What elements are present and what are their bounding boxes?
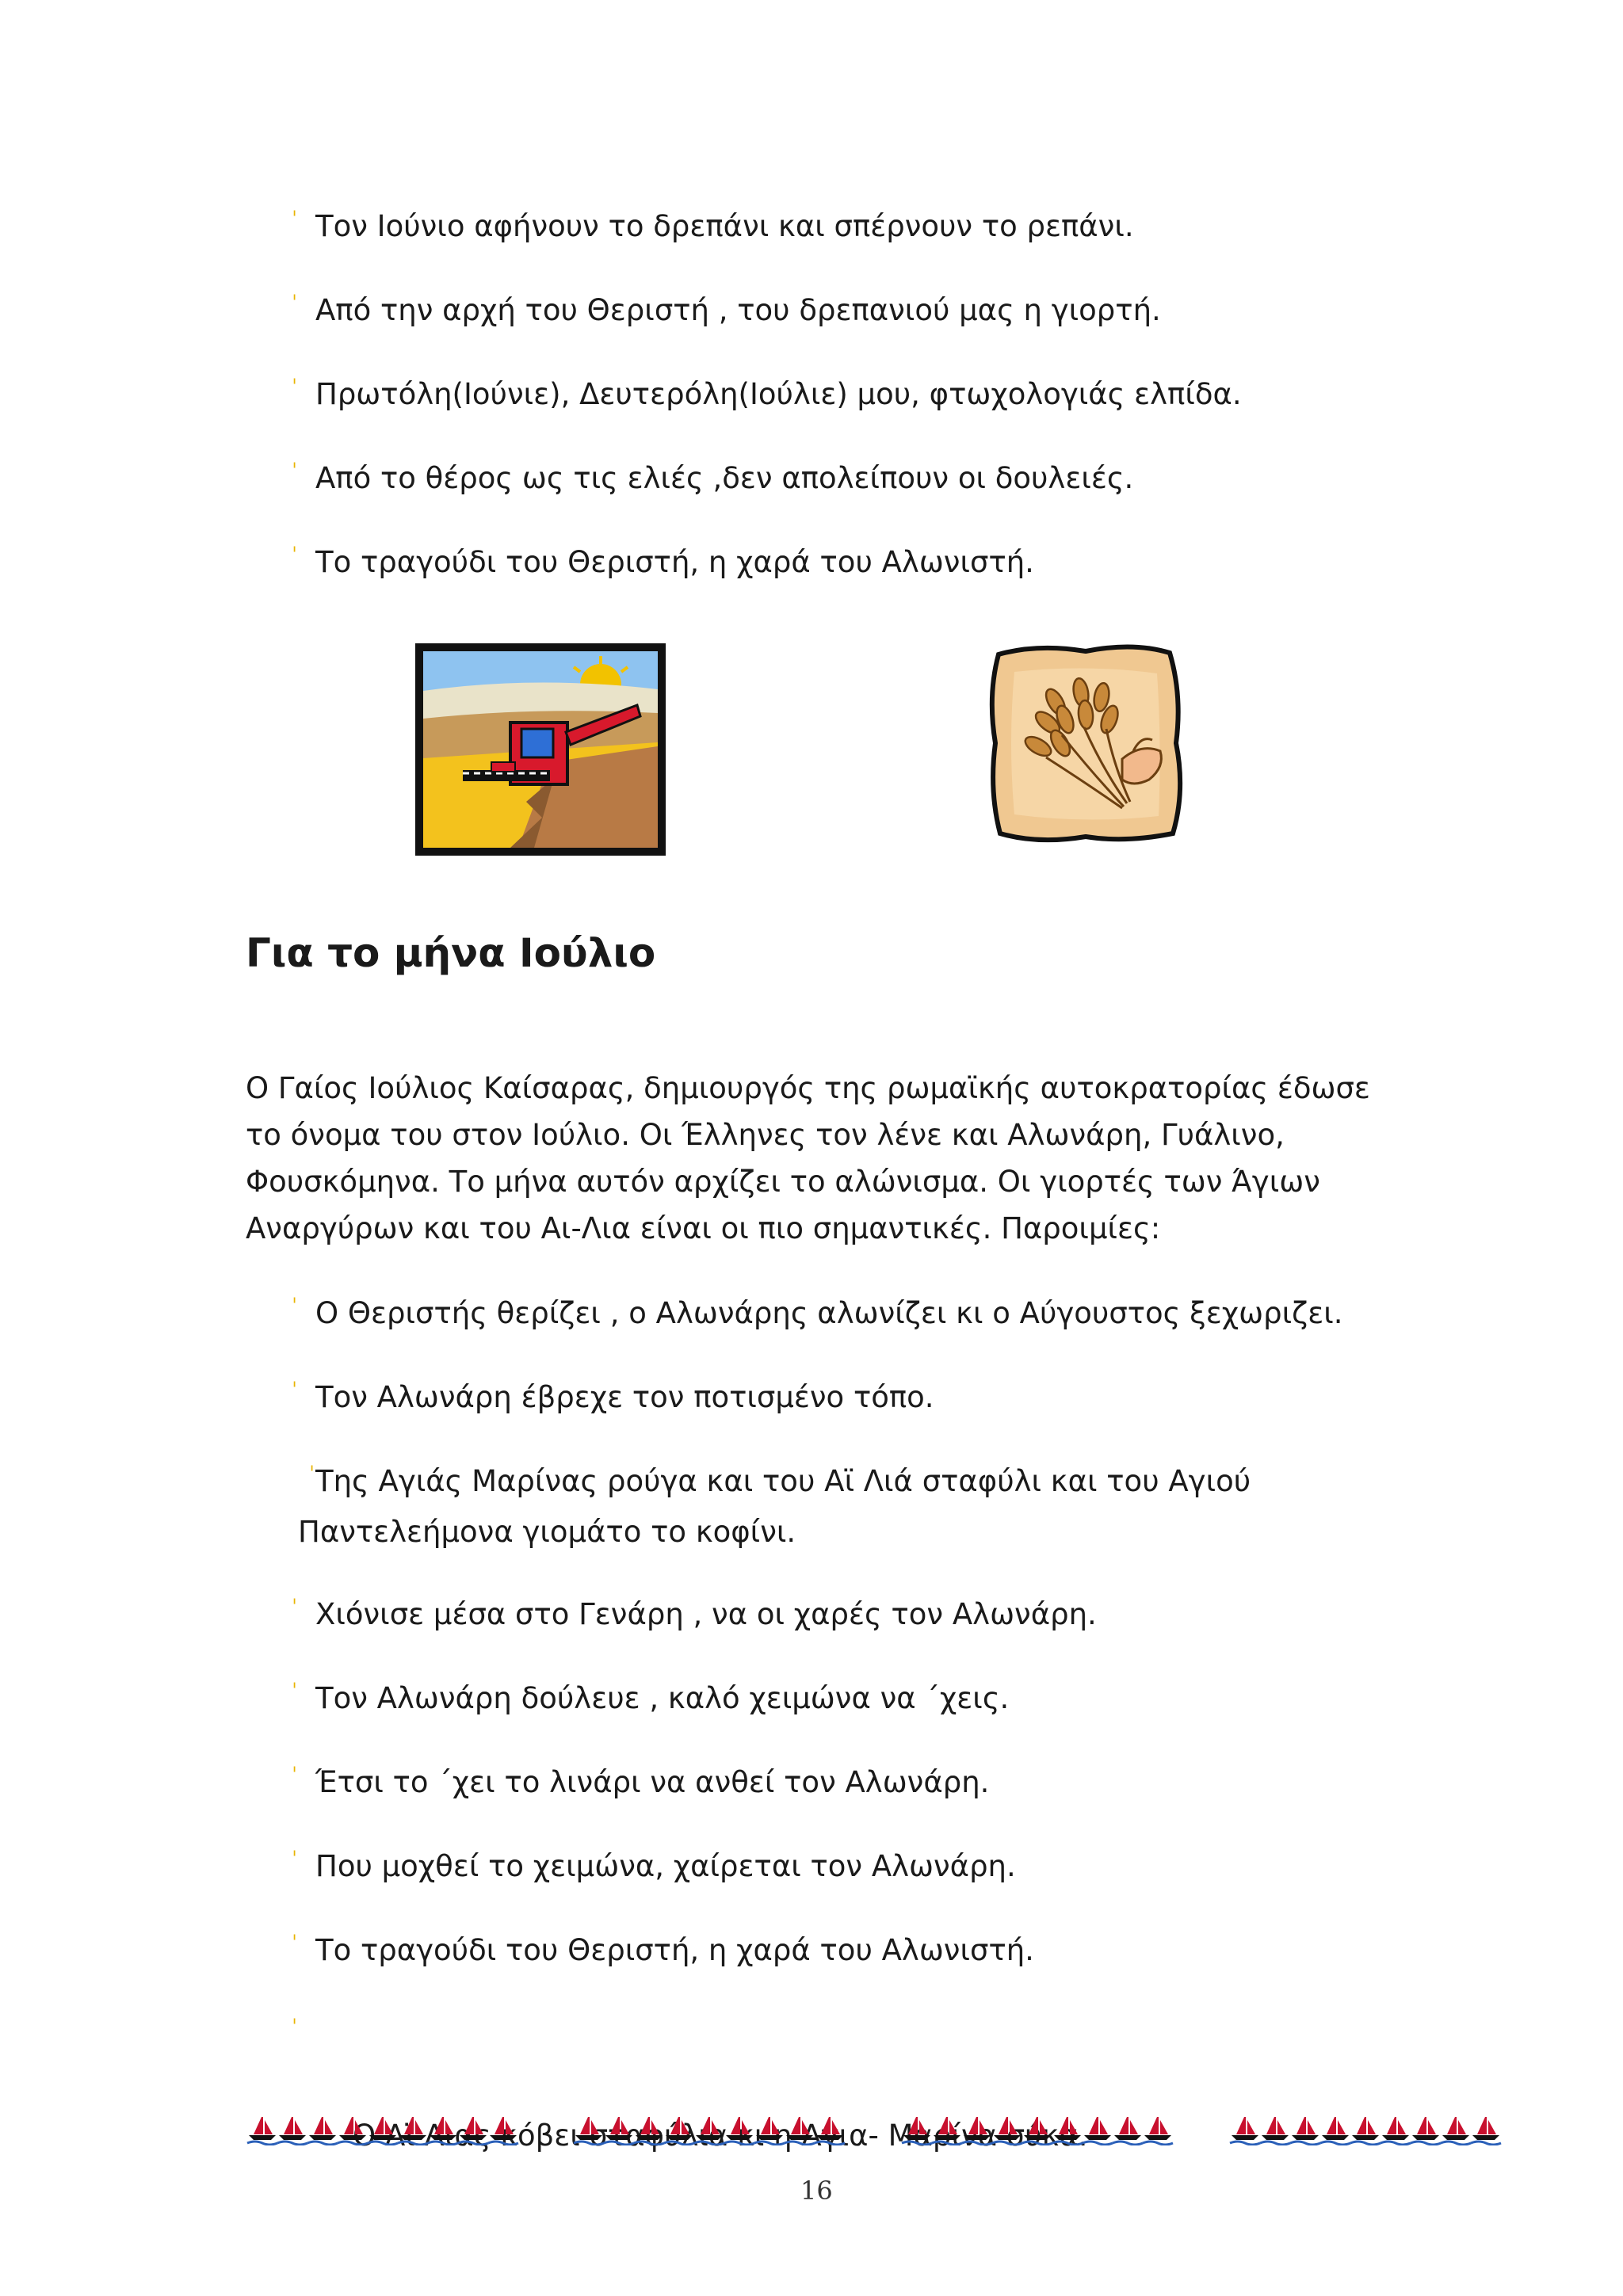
sailboat-icon xyxy=(246,2114,523,2145)
july-saying-8: ˈ Το τραγούδι του Θεριστή, η χαρά του Αλωνιστή. xyxy=(292,1932,1034,1967)
sailboat-icon xyxy=(785,2117,815,2145)
sailboat-icon xyxy=(574,2117,604,2145)
june-saying-5: ˈ Το τραγούδι του Θεριστή, η χαρά του Αλωνιστή. xyxy=(292,543,1034,579)
sailboat-icon xyxy=(1230,2117,1260,2145)
bullet-tick-icon: ˈ xyxy=(292,1848,298,1871)
section-heading-july: Για το μήνα Ιούλιο xyxy=(246,930,656,976)
july-saying-5: ˈ Τον Αλωνάρη δούλευε , καλό χειμώνα να ΄χεις. xyxy=(292,1680,1010,1715)
sailboat-icon xyxy=(992,2117,1022,2145)
sailboat-icon xyxy=(932,2117,962,2145)
bullet-tick-icon: ˈ xyxy=(292,1680,298,1703)
june-saying-1: ˈ Τον Ιούνιο αφήνουν το δρεπάνι και σπέρνουν το ρεπάνι. xyxy=(292,208,1134,243)
july-intro-paragraph: Ο Γαίος Ιούλιος Καίσαρας, δημιουργός της ρωμαϊκής αυτοκρατορίας έδωσε το όνομα του στον Ιούλιο. Οι Έλληνες τον λένε και Αλωνάρη, Γυάλινο, Φουσκόμηνα. Το μήνα αυτόν αρχίζει το αλώνισμα. Οι γιορτές των Άγιων Αναργύρων και του Αι-Λια είναι οι πιο σημαντικές. Παροιμίες: xyxy=(246,1071,1370,1245)
bullet-tick-icon: ˈ xyxy=(292,1932,298,1955)
footer-sailboat-border xyxy=(246,2114,1514,2145)
sailboat-icon xyxy=(488,2117,518,2145)
sailboat-icon xyxy=(815,2117,845,2145)
bullet-tick-icon: ˈ xyxy=(292,1764,298,1787)
sailboat-icon xyxy=(277,2117,307,2145)
sailboat-icon xyxy=(694,2117,724,2145)
sailboat-icon xyxy=(1381,2117,1411,2145)
bullet-tick-icon: ˈ xyxy=(309,1463,315,1486)
sailboat-icon xyxy=(458,2117,488,2145)
july-saying-9: ˈ Ο Αϊ Λιας κόβει σταφύλια κι η Αγια- σύκα. xyxy=(292,2016,1088,2153)
sailboat-icon xyxy=(428,2117,458,2145)
sailboat-icon xyxy=(1441,2117,1471,2145)
bullet-tick-icon: ˈ xyxy=(292,1295,298,1318)
sailboat-icon xyxy=(1022,2117,1052,2145)
sailboat-icon xyxy=(1052,2117,1083,2145)
june-saying-2: ˈ Από την αρχή του Θεριστή , του δρεπανιού μας η γιορτή. xyxy=(292,292,1161,327)
sailboat-icon xyxy=(604,2117,634,2145)
sailboat-icon xyxy=(368,2117,398,2145)
june-saying-4: ˈ Από το θέρος ως τις ελιές ,δεν απολείπουν οι δουλειές. xyxy=(292,460,1134,495)
bullet-tick-icon: ˈ xyxy=(292,1379,298,1402)
sailboat-icon xyxy=(724,2117,754,2145)
bullet-tick-icon: ˈ xyxy=(292,208,298,231)
sailboat-icon xyxy=(1260,2117,1290,2145)
sailboat-icon xyxy=(1320,2117,1350,2145)
july-saying-6: ˈ Έτσι το ΄χει το λινάρι να ανθεί τον Αλωνάρη. xyxy=(292,1764,990,1799)
sailboat-icon xyxy=(1471,2117,1501,2145)
july-saying-4: ˈ Χιόνισε μέσα στο Γενάρη , να οι χαρές τον Αλωνάρη. xyxy=(292,1596,1097,1631)
june-saying-3: ˈ Πρωτόλη(Ιούνιε), Δευτερόλη(Ιούλιε) μου, φτωχολογιάς ελπίδα. xyxy=(292,376,1242,411)
july-saying-3: ˈ Της Αγιάς Μαρίνας ρούγα και του Αϊ Λιά σταφύλι και του Αγιού Παντελεήμονα γιομάτο το κοφίνι. xyxy=(298,1456,1407,1558)
sailboat-icon xyxy=(307,2117,338,2145)
sailboat-icon xyxy=(962,2117,992,2145)
bullet-tick-icon: ˈ xyxy=(292,376,298,399)
bullet-tick-icon: ˈ xyxy=(292,2016,298,2039)
sailboat-icon xyxy=(1228,2114,1506,2145)
sailboat-icon xyxy=(664,2117,694,2145)
bullet-tick-icon: ˈ xyxy=(292,292,298,315)
sailboat-icon xyxy=(754,2117,785,2145)
sailboat-icon xyxy=(1083,2117,1113,2145)
harvester-field-icon xyxy=(415,643,666,856)
bullet-tick-icon: ˈ xyxy=(292,543,298,567)
sailboat-icon xyxy=(634,2117,664,2145)
july-saying-2: ˈ Τον Αλωνάρη έβρεχε τον ποτισμένο τόπο. xyxy=(292,1379,934,1414)
sailboat-icon xyxy=(1350,2117,1381,2145)
sailboat-icon xyxy=(1411,2117,1441,2145)
sailboat-icon xyxy=(1290,2117,1320,2145)
sailboat-icon xyxy=(338,2117,368,2145)
sailboat-icon xyxy=(902,2117,932,2145)
sailboat-icon xyxy=(572,2114,850,2145)
sailboat-icon xyxy=(247,2117,277,2145)
sailboat-icon xyxy=(398,2117,428,2145)
sailboat-icon xyxy=(1143,2117,1173,2145)
sailboat-icon xyxy=(900,2114,1178,2145)
july-saying-1: ˈ Ο Θεριστής θερίζει , ο Αλωνάρης αλωνίζει κι ο Αύγουστος ξεχωριζει. xyxy=(292,1295,1343,1330)
page-number: 16 xyxy=(800,2176,833,2206)
bullet-tick-icon: ˈ xyxy=(292,460,298,483)
july-saying-7: ˈ Που μοχθεί το χειμώνα, χαίρεται τον Αλωνάρη. xyxy=(292,1848,1016,1883)
wheat-bundle-icon xyxy=(983,640,1189,846)
sailboat-icon xyxy=(1113,2117,1143,2145)
bullet-tick-icon: ˈ xyxy=(292,1596,298,1619)
